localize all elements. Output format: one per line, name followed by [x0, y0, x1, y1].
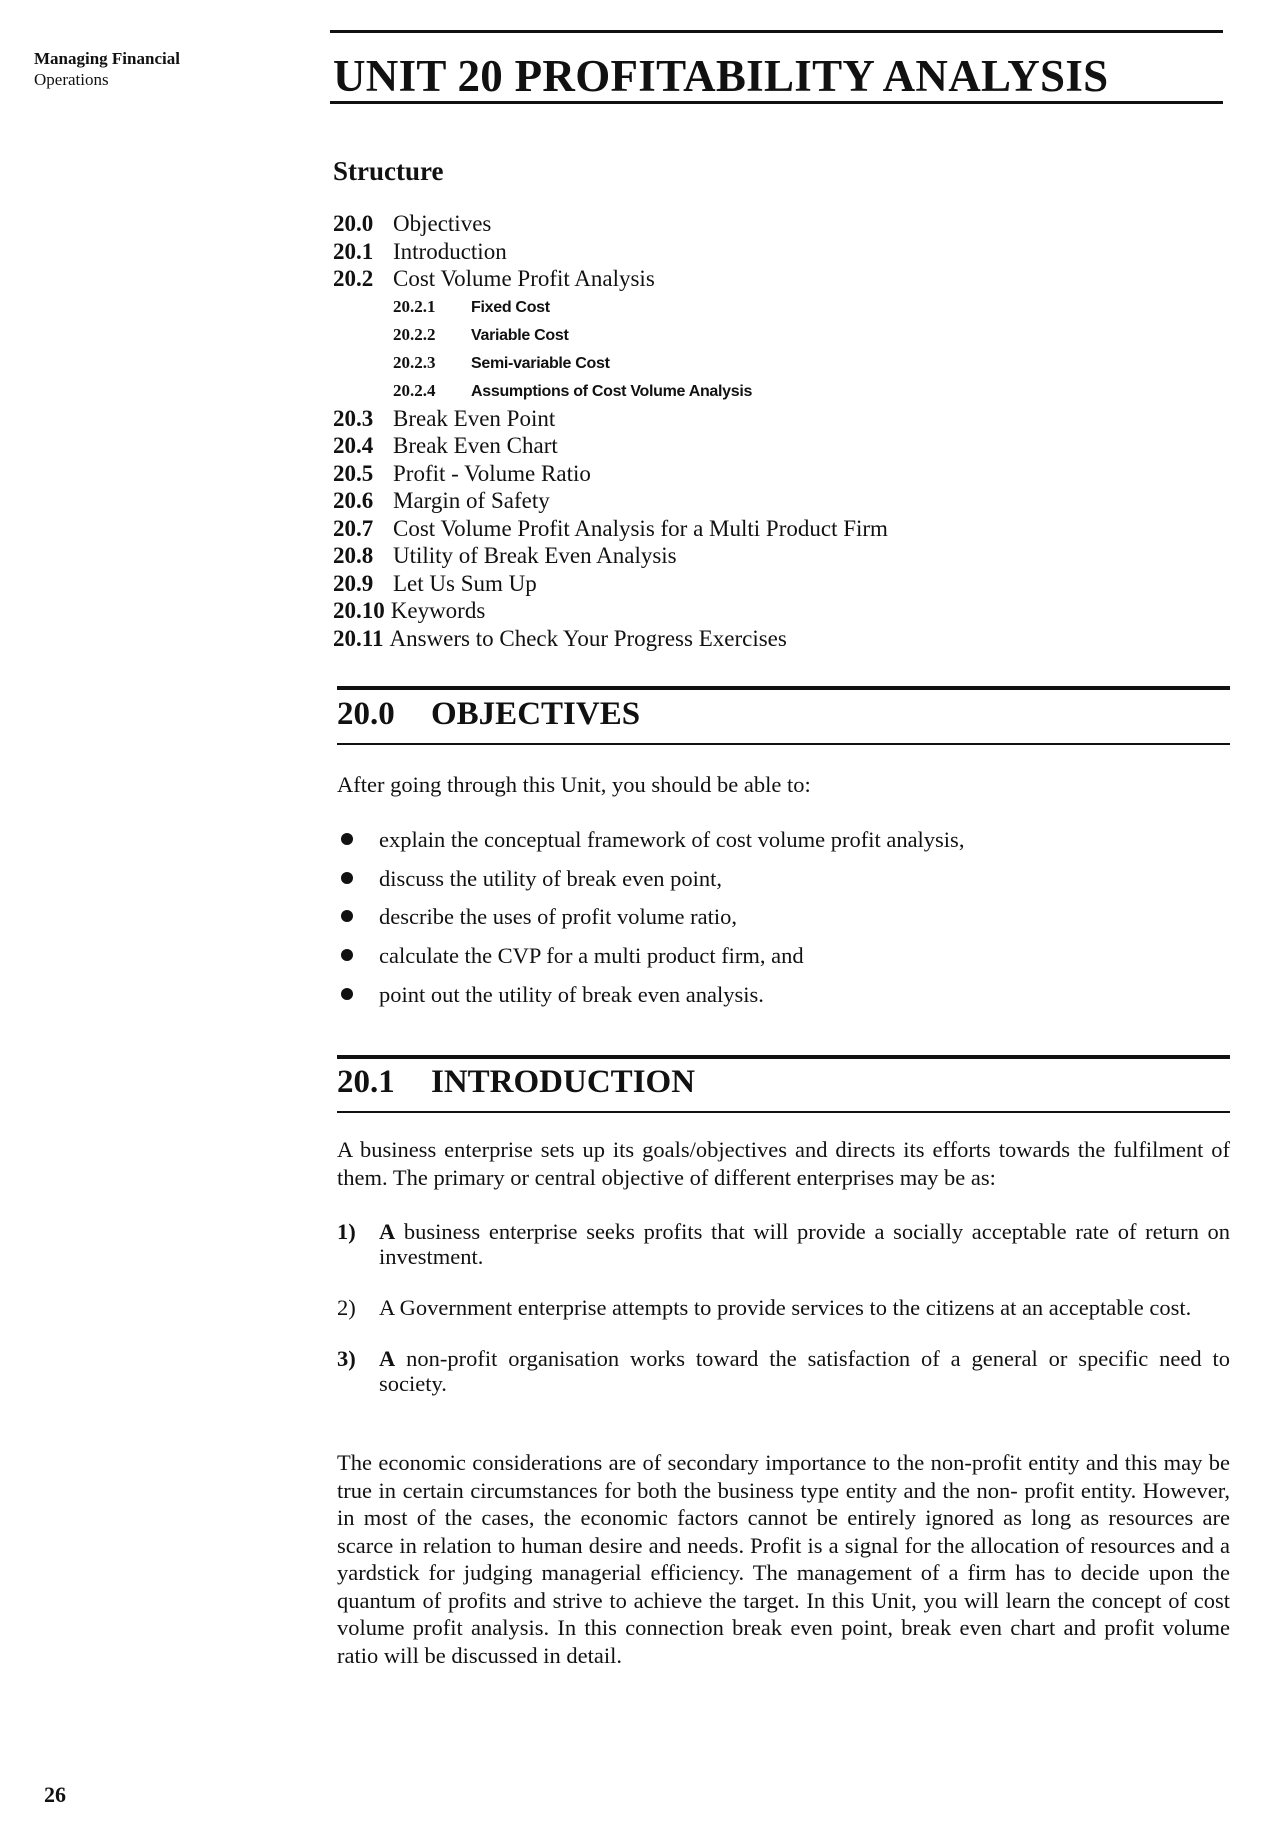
list-item [337, 1346, 1230, 1396]
toc-text: Semi-variable Cost [471, 354, 610, 372]
bullet-text: describe the uses of profit volume ratio, [379, 904, 738, 930]
list-item [337, 865, 1230, 904]
toc-text: Cost Volume Profit Analysis [393, 266, 655, 291]
objectives-intro: After going through this Unit, you should be able to: [337, 772, 811, 797]
objectives-bottom-rule [337, 743, 1230, 745]
toc-text: Fixed Cost [471, 298, 550, 316]
toc-text: Assumptions of Cost Volume Analysis [471, 382, 753, 400]
list-text: business enterprise seeks profits that will provide a socially acceptable rate of return on investment. [379, 1219, 1230, 1269]
list-text: non-profit organisation works toward the satisfaction of a general or specific need to society. [379, 1346, 1230, 1396]
toc-subitem [333, 349, 1093, 377]
toc-text: Answers to Check Your Progress Exercises [389, 625, 787, 651]
toc-item [333, 238, 1093, 266]
title-top-rule [330, 30, 1223, 33]
toc-item [333, 487, 1093, 515]
toc-number: 20.2.3 [393, 352, 436, 372]
enterprise-objectives-list [337, 1219, 1230, 1396]
list-lead: A [379, 1295, 395, 1320]
list-lead: A [379, 1219, 396, 1244]
unit-title: UNIT 20 PROFITABILITY ANALYSIS [333, 51, 1109, 101]
section-number: 20.0 [337, 696, 395, 732]
toc-text: Objectives [393, 211, 492, 236]
toc-text: Introduction [393, 238, 507, 264]
bullet-icon [341, 872, 353, 884]
toc-text: Break Even Chart [393, 433, 558, 458]
toc-number: 20.2 [333, 266, 374, 291]
toc-number: 20.2.2 [393, 324, 436, 344]
toc-item [333, 210, 1093, 238]
bullet-icon [341, 988, 353, 1000]
toc-number: 20.2.4 [393, 380, 436, 400]
title-bottom-rule [330, 101, 1223, 104]
toc-number: 20.8 [333, 543, 374, 568]
toc-number: 20.2.1 [393, 296, 436, 316]
objectives-list [337, 826, 1230, 1019]
toc-subitem [333, 293, 1093, 321]
introduction-heading [337, 1064, 695, 1101]
list-number: 1) [337, 1219, 356, 1244]
list-item [337, 903, 1230, 942]
bullet-text: discuss the utility of break even point, [379, 865, 723, 891]
list-item [337, 942, 1230, 981]
toc-number: 20.5 [333, 460, 374, 486]
list-item [337, 826, 1230, 865]
toc-text: Utility of Break Even Analysis [393, 543, 677, 568]
list-text: Government enterprise attempts to provide services to the citizens at an acceptable cost. [394, 1295, 1192, 1320]
running-head-line1: Managing Financial [34, 49, 180, 68]
list-item [337, 981, 1230, 1020]
bullet-icon [341, 910, 353, 922]
toc-number: 20.1 [333, 238, 374, 264]
toc-item [333, 597, 1093, 625]
objectives-heading [337, 696, 640, 733]
toc-item [333, 515, 1093, 543]
toc-item [333, 460, 1093, 488]
toc-item [333, 542, 1093, 570]
running-head-line2: Operations [34, 70, 109, 89]
toc-number: 20.6 [333, 488, 374, 513]
bullet-icon [341, 833, 353, 845]
introduction-bottom-rule [337, 1111, 1230, 1113]
toc-item [333, 570, 1093, 598]
running-head [34, 48, 180, 90]
toc-item [333, 405, 1093, 433]
toc-text: Variable Cost [471, 326, 569, 344]
objectives-top-rule [337, 686, 1230, 690]
toc-text: Margin of Safety [393, 488, 550, 513]
introduction-top-rule [337, 1055, 1230, 1059]
page-number: 26 [44, 1782, 66, 1807]
toc-number: 20.3 [333, 405, 374, 431]
toc-number: 20.7 [333, 515, 374, 541]
bullet-text: point out the utility of break even analysis. [379, 981, 764, 1007]
introduction-paragraph-1: A business enterprise sets up its goals/objectives and directs its efforts towards the fulfilment of them. The primary or central objective of different enterprises may be as: [337, 1137, 1230, 1190]
introduction-paragraph-2: The economic considerations are of secondary importance to the non-profit entity and this may be true in certain circumstances for both the business type entity and the non- profit entity. However, in most of the cases, the economic factors cannot be entirely ignored as long as resources are scarce in relation to human desire and needs. Profit is a signal for the allocation of resources and a yardstick for judging managerial efficiency. The management of a firm has to decide upon the quantum of profits and strive to achieve the target. In this Unit, you will learn the concept of cost volume profit analysis. In this connection break even point, break even chart and profit volume ratio will be discussed in detail. [337, 1450, 1230, 1668]
list-item [337, 1219, 1230, 1269]
toc-subitem [333, 321, 1093, 349]
toc-number: 20.0 [333, 211, 374, 236]
toc-number: 20.10 [333, 598, 385, 623]
toc-item [333, 265, 1093, 293]
section-number: 20.1 [337, 1064, 395, 1100]
structure-heading: Structure [333, 156, 444, 186]
toc-number: 20.9 [333, 570, 374, 596]
list-lead: A [379, 1346, 396, 1371]
toc-item [333, 432, 1093, 460]
bullet-text: explain the conceptual framework of cost volume profit analysis, [379, 827, 965, 852]
list-item [337, 1295, 1230, 1320]
section-title: INTRODUCTION [431, 1064, 696, 1100]
toc-item [333, 625, 1093, 653]
bullet-text: calculate the CVP for a multi product firm, and [379, 943, 804, 969]
bullet-icon [341, 949, 353, 961]
toc-text: Break Even Point [393, 405, 556, 431]
toc-text: Keywords [390, 598, 486, 623]
table-of-contents [333, 210, 1093, 652]
toc-text: Cost Volume Profit Analysis for a Multi Product Firm [393, 515, 888, 541]
toc-number: 20.11 [333, 625, 384, 651]
section-title: OBJECTIVES [431, 696, 641, 732]
list-number: 2) [337, 1295, 356, 1320]
toc-subitem [333, 377, 1093, 405]
toc-text: Profit - Volume Ratio [393, 460, 591, 486]
list-number: 3) [337, 1346, 356, 1371]
toc-text: Let Us Sum Up [393, 570, 537, 596]
toc-number: 20.4 [333, 433, 374, 458]
